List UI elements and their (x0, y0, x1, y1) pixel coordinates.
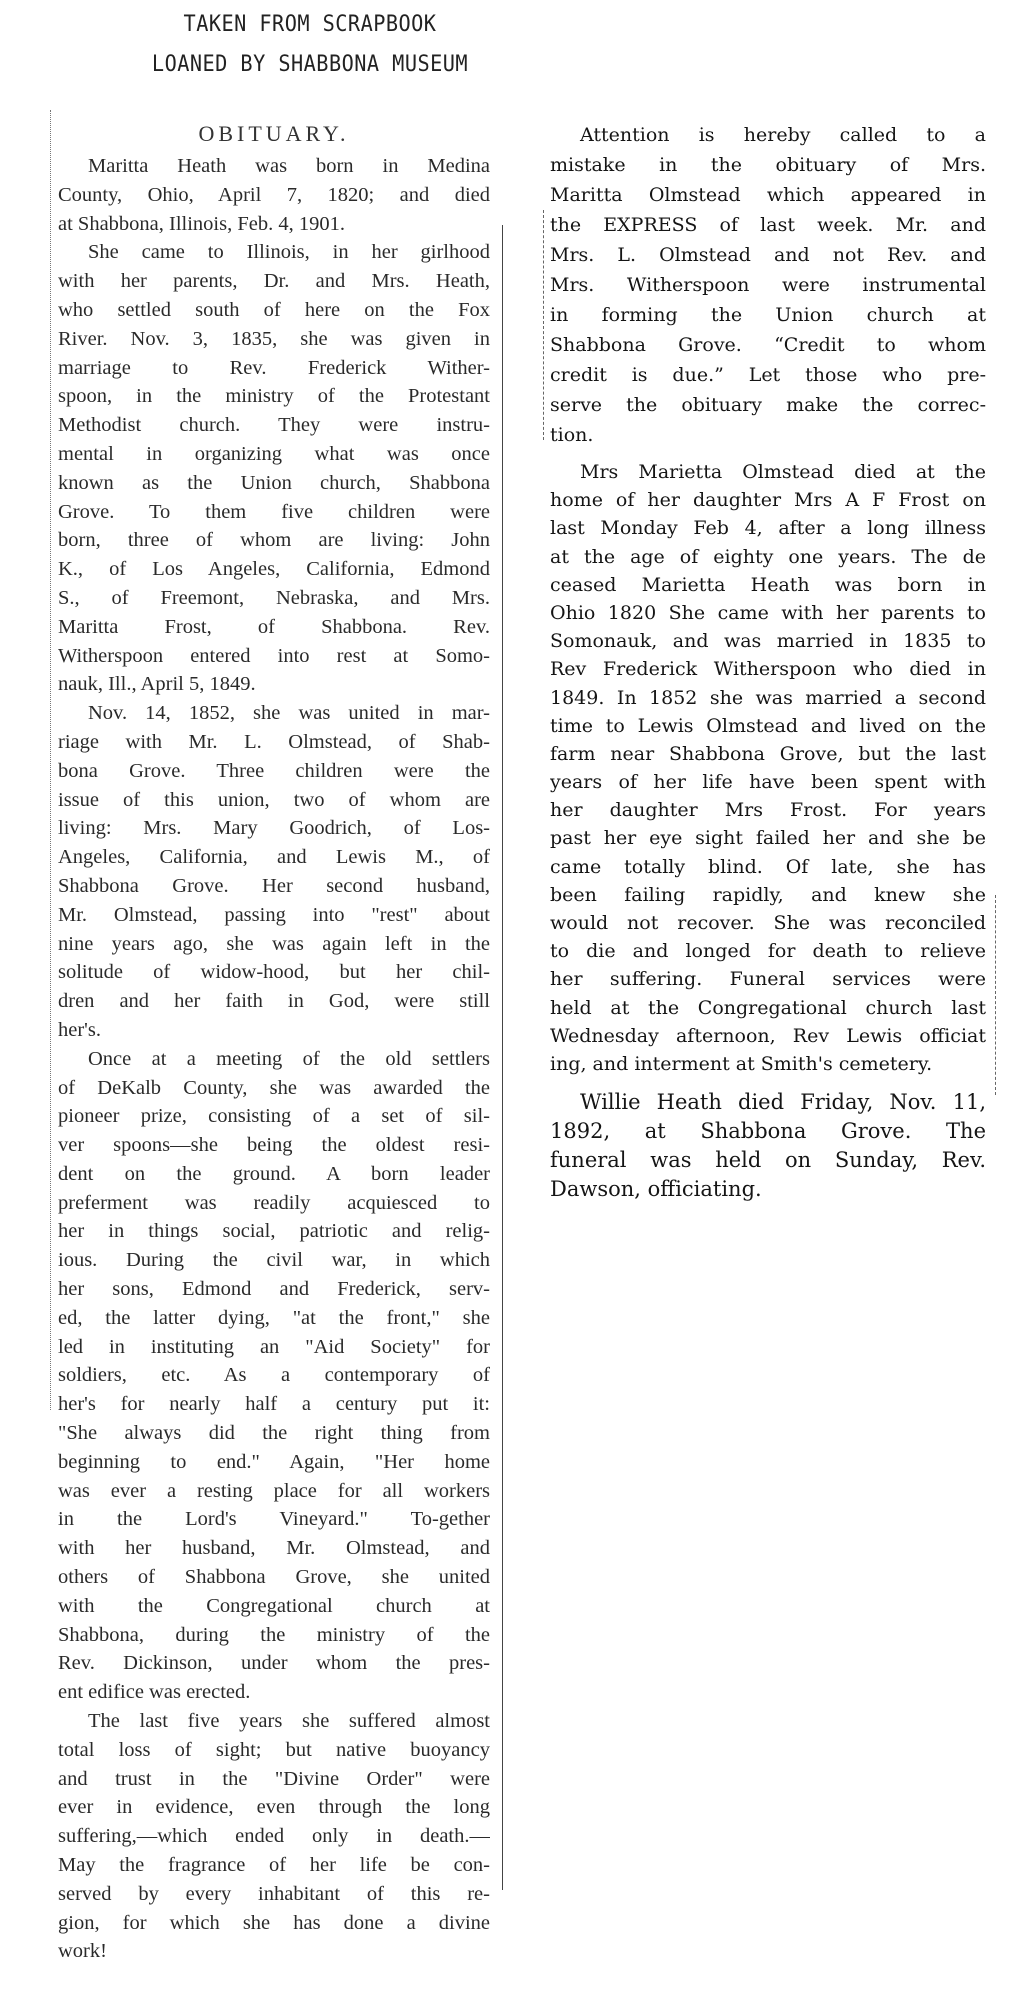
text-line: led in instituting an "Aid Society" for (58, 1335, 490, 1358)
text-line: served by every inhabitant of this re- (58, 1882, 490, 1905)
text-line: Ohio 1820 She came with her parents to (550, 601, 986, 624)
text-line: who settled south of here on the Fox (58, 298, 490, 321)
text-line: Shabbona, during the ministry of the (58, 1623, 490, 1646)
paragraph-birth (58, 152, 490, 238)
text-line: Shabbona Grove. Her second husband, (58, 874, 490, 897)
text-line: mental in organizing what was once (58, 442, 490, 465)
text-line: suffering,—which ended only in death.— (58, 1825, 490, 1848)
text-line: Grove. To them five children were (58, 500, 490, 523)
text-line: her sons, Edmond and Frederick, serv- (58, 1278, 490, 1301)
text-line: soldiers, etc. As a contemporary of (58, 1364, 490, 1387)
text-line: Rev Frederick Witherspoon who died in (550, 658, 986, 681)
text-line: bona Grove. Three children were the (58, 759, 490, 782)
text-line: ed, the latter dying, "at the front," she (58, 1306, 490, 1329)
text-line: her's. (58, 1018, 101, 1041)
right-column-edge-rule (995, 895, 996, 1095)
text-line: her's for nearly half a century put it: (58, 1393, 490, 1416)
obituary-column (58, 118, 490, 1966)
text-line: her in things social, patriotic and relig- (58, 1220, 490, 1243)
text-line: ious. During the civil war, in which (58, 1249, 490, 1272)
paragraph-second-marriage (58, 699, 490, 1045)
text-line: Mrs. L. Olmstead and not Rev. and (550, 244, 986, 266)
obituary-title: OBITUARY. (198, 121, 350, 146)
text-line: been failing rapidly, and knew she (550, 883, 986, 906)
text-line: Maritta Frost, of Shabbona. Rev. (58, 615, 490, 638)
text-line: was ever a resting place for all workers (58, 1479, 490, 1502)
text-line: with the Congregational church at (58, 1594, 490, 1617)
text-line: marriage to Rev. Frederick Wither- (58, 356, 490, 379)
text-line: 1849. In 1852 she was married a second (550, 686, 986, 709)
text-line: Willie Heath died Friday, Nov. 11, (580, 1090, 986, 1115)
paragraph-death-notice (550, 458, 986, 1078)
text-line: years of her life have been spent with (550, 771, 986, 794)
text-line: past her eye sight failed her and she be (550, 827, 986, 850)
text-line: Rev. Dickinson, under whom the pres- (58, 1652, 490, 1675)
text-line: beginning to end." Again, "Her home (58, 1450, 490, 1473)
text-line: would not recover. She was reconciled (550, 912, 986, 934)
text-line: nauk, Ill., April 5, 1849. (58, 673, 256, 696)
text-line: last Monday Feb 4, after a long illness (550, 517, 986, 540)
header-line-2: LOANED BY SHABBONA MUSEUM (151, 52, 469, 77)
text-line: ent edifice was erected. (58, 1681, 251, 1704)
text-line: Wednesday afternoon, Rev Lewis officiat (550, 1024, 986, 1047)
text-line: at Shabbona, Illinois, Feb. 4, 1901. (58, 212, 345, 235)
text-line: S., of Freemont, Nebraska, and Mrs. (58, 586, 490, 609)
obituary-body (58, 152, 490, 1966)
text-line: funeral was held on Sunday, Rev. (550, 1148, 986, 1173)
text-line: issue of this union, two of whom are (58, 788, 490, 811)
text-line: She came to Illinois, in her girlhood (88, 241, 490, 264)
text-line: total loss of sight; but native buoyancy (58, 1738, 490, 1761)
text-line: Mrs. Witherspoon were instrumental (550, 274, 986, 296)
text-line: living: Mrs. Mary Goodrich, of Los- (58, 817, 490, 840)
text-line: ing, and interment at Smith's cemetery. (550, 1052, 933, 1075)
text-line: tion. (550, 424, 594, 446)
text-line: the EXPRESS of last week. Mr. and (550, 214, 986, 236)
text-line: her daughter Mrs Frost. For years (550, 799, 986, 822)
text-line: Maritta Olmstead which appeared in (550, 184, 986, 206)
text-line: mistake in the obituary of Mrs. (550, 154, 986, 176)
text-line: with her husband, Mr. Olmstead, and (58, 1537, 490, 1560)
text-line: credit is due.” Let those who pre- (550, 364, 986, 386)
text-line: at the age of eighty one years. The de (550, 545, 986, 568)
text-line: home of her daughter Mrs A F Frost on (550, 489, 986, 512)
text-line: dren and her faith in God, were still (58, 990, 490, 1013)
correction-column (550, 120, 986, 1204)
text-line: solitude of widow-hood, but her chil- (58, 961, 490, 984)
text-line: came totally blind. Of late, she has (550, 855, 986, 878)
text-line: River. Nov. 3, 1835, she was given in (58, 327, 490, 350)
text-line: and trust in the "Divine Order" were (58, 1767, 490, 1790)
text-line: preferment was readily acquiesced to (58, 1191, 490, 1214)
text-line: Mr. Olmstead, passing into "rest" about (58, 903, 490, 926)
text-line: ver spoons—she being the oldest resi- (58, 1134, 490, 1157)
text-line: held at the Congregational church last (550, 996, 986, 1019)
text-line: work! (58, 1940, 107, 1963)
text-line: known as the Union church, Shabbona (58, 471, 490, 494)
text-line: pioneer prize, consisting of a set of sil- (58, 1105, 490, 1128)
text-line: Mrs Marietta Olmstead died at the (580, 461, 986, 483)
text-line: Dawson, officiating. (550, 1177, 762, 1202)
text-line: Methodist church. They were instru- (58, 414, 490, 437)
text-line: The last five years she suffered almost (88, 1710, 490, 1733)
text-line: ever in evidence, even through the long (58, 1796, 490, 1819)
paragraph-first-marriage (58, 238, 490, 699)
column-divider-rule (502, 225, 503, 1890)
text-line: dent on the ground. A born leader (58, 1162, 490, 1185)
paragraph-correction-notice (550, 120, 986, 450)
left-margin-rule (50, 110, 51, 1410)
text-line: County, Ohio, April 7, 1820; and died (58, 183, 490, 206)
text-line: in forming the Union church at (550, 304, 986, 326)
text-line: Somonauk, and was married in 1835 to (550, 630, 986, 653)
text-line: farm near Shabbona Grove, but the last (550, 742, 986, 765)
paragraph-final-years (58, 1707, 490, 1966)
text-line: Attention is hereby called to a (580, 124, 986, 146)
text-line: K., of Los Angeles, California, Edmond (58, 558, 490, 581)
text-line: born, three of whom are living: John (58, 529, 490, 552)
text-line: ceased Marietta Heath was born in (550, 573, 986, 596)
text-line: to die and longed for death to relieve (550, 940, 986, 963)
text-line: "She always did the right thing from (58, 1422, 490, 1445)
text-line: others of Shabbona Grove, she united (58, 1566, 490, 1589)
text-line: with her parents, Dr. and Mrs. Heath, (58, 270, 490, 293)
paragraph-willie-heath (550, 1088, 986, 1204)
text-line: riage with Mr. L. Olmstead, of Shab- (58, 730, 490, 753)
text-line: Witherspoon entered into rest at Somo- (58, 644, 490, 667)
text-line: Angeles, California, and Lewis M., of (58, 846, 490, 869)
correction-body (550, 120, 986, 1204)
text-line: Nov. 14, 1852, she was united in mar- (88, 702, 490, 725)
text-line: gion, for which she has done a divine (58, 1911, 490, 1934)
right-column-rule (543, 210, 544, 440)
text-line: time to Lewis Olmstead and lived on the (550, 714, 986, 737)
text-line: nine years ago, she was again left in the (58, 932, 490, 955)
paragraph-community (58, 1045, 490, 1707)
text-line: Shabbona Grove. “Credit to whom (550, 334, 986, 356)
text-line: in the Lord's Vineyard." To-gether (58, 1508, 490, 1531)
text-line: spoon, in the ministry of the Protestant (58, 385, 490, 408)
header-line-1: TAKEN FROM SCRAPBOOK (183, 12, 437, 37)
text-line: Maritta Heath was born in Medina (88, 155, 490, 177)
text-line: May the fragrance of her life be con- (58, 1854, 490, 1877)
text-line: of DeKalb County, she was awarded the (58, 1076, 490, 1099)
text-line: Once at a meeting of the old settlers (88, 1047, 490, 1070)
text-line: 1892, at Shabbona Grove. The (550, 1119, 986, 1144)
text-line: her suffering. Funeral services were (550, 968, 986, 991)
text-line: serve the obituary make the correc- (550, 394, 986, 416)
